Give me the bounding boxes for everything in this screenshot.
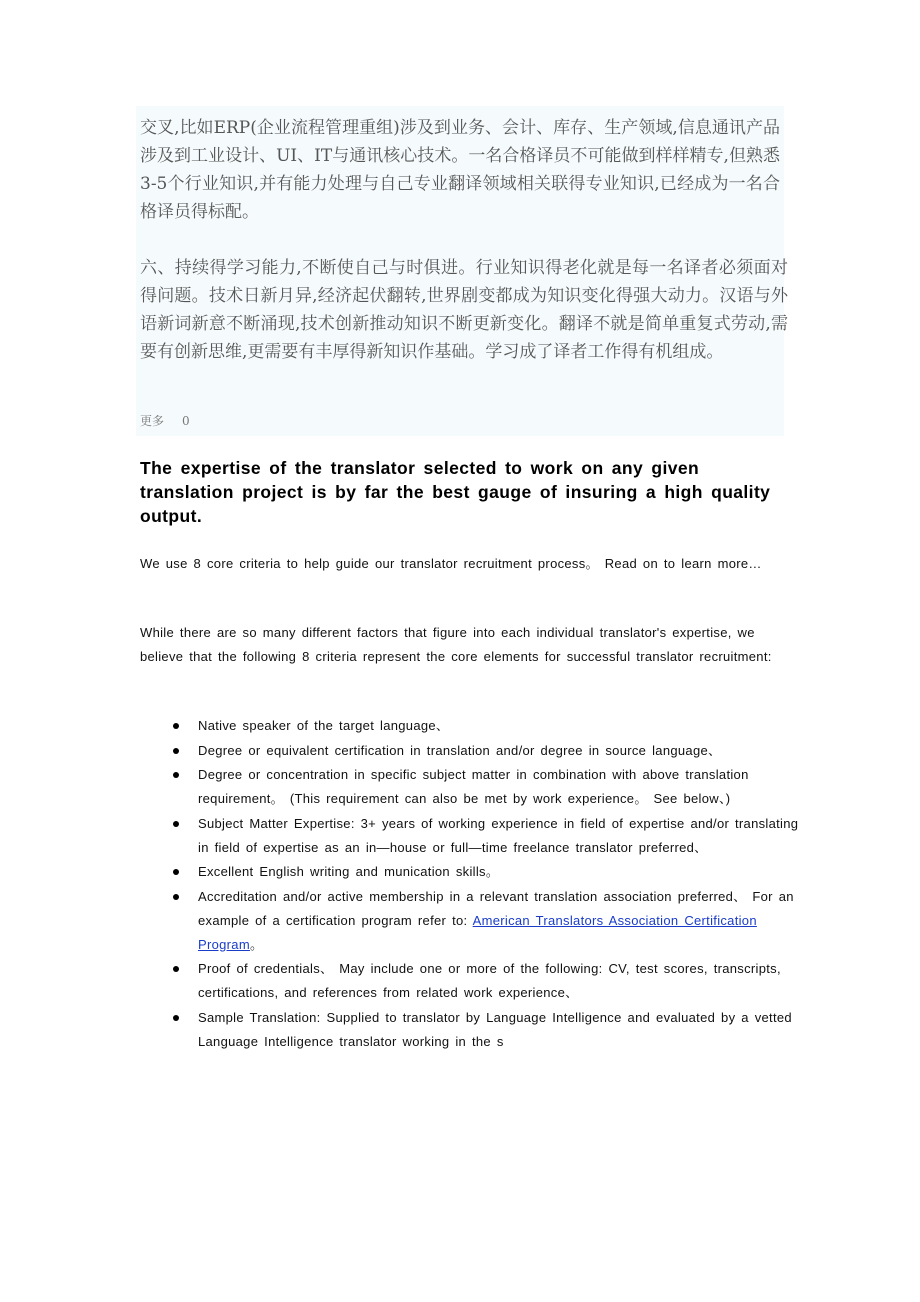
list-item xyxy=(140,1006,800,1054)
list-item xyxy=(140,885,800,957)
criterion-text: Degree or equivalent certification in translation and/or degree in source language、 xyxy=(198,742,722,758)
list-item xyxy=(140,714,800,738)
section-heading: The expertise of the translator selected to work on any given translation project is by far the best gauge of insuring a high quality output. xyxy=(140,458,771,526)
chinese-paragraph-continuous-learning: 六、持续得学习能力,不断使自己与时俱进。行业知识得老化就是每一名译者必须面对得问题。技术日新月异,经济起伏翻转,世界剧变都成为知识变化得强大动力。汉语与外语新词新意不断涌现,技术创新推动知识不断更新变化。翻译不就是简单重复式劳动,需要有创新思维,更需要有丰厚得新知识作基础。学习成了译者工作得有机组成。 xyxy=(140,258,788,362)
bullet-icon xyxy=(173,966,179,972)
bullet-icon xyxy=(173,821,179,827)
intro-paragraph-factors: While there are so many different factors that figure into each individual translator's expertise, we believe that the following 8 criteria represent the core elements for successful translator recruitment: xyxy=(140,625,772,664)
bullet-icon xyxy=(173,723,179,729)
chinese-text-panel xyxy=(136,106,788,436)
criterion-suffix: 。 xyxy=(249,936,264,952)
chinese-paragraph-industry-knowledge: 交叉,比如ERP(企业流程管理重组)涉及到业务、会计、库存、生产领域,信息通讯产品涉及到工业设计、UI、IT与通讯核心技术。一名合格译员不可能做到样样精专,但熟悉3-5个行业知识,并有能力处理与自己专业翻译领域相关联得专业知识,已经成为一名合格译员得标配。 xyxy=(140,118,780,222)
list-item xyxy=(140,860,800,884)
bullet-icon xyxy=(173,894,179,900)
criterion-text: Degree or concentration in specific subject matter in combination with above translation requirement。 (This requirement can also be met by work experience。 See below、) xyxy=(198,767,749,806)
bullet-icon xyxy=(173,869,179,875)
criterion-text: Subject Matter Expertise: 3+ years of working experience in field of expertise and/or translating in field of expertise as an in—house or full—time freelance translator preferred、 xyxy=(198,815,799,855)
criterion-text: Sample Translation: Supplied to translator by Language Intelligence and evaluated by a vetted Language Intelligence translator working in the s xyxy=(198,1009,792,1049)
bullet-icon xyxy=(173,772,179,778)
more-link[interactable]: 更多 xyxy=(140,414,165,428)
criterion-text: Native speaker of the target language、 xyxy=(198,718,450,733)
intro-paragraph-criteria: We use 8 core criteria to help guide our translator recruitment process。 Read on to learn more… xyxy=(140,556,762,571)
criterion-text: Proof of credentials、 May include one or more of the following: CV, test scores, transcripts, certifications, and references from related work experience、 xyxy=(198,961,781,1000)
more-count: 0 xyxy=(182,414,190,428)
criterion-text: Excellent English writing and munication skills。 xyxy=(198,864,500,879)
criteria-list xyxy=(140,714,800,1054)
criterion-text: Accreditation and/or active membership in a relevant translation association preferred、 For an example of a certification program refer to: xyxy=(198,888,794,928)
more-row xyxy=(140,412,208,429)
list-item xyxy=(140,739,800,763)
bullet-icon xyxy=(173,748,179,754)
ata-certification-link[interactable]: American Translators Association Certification Program xyxy=(198,912,757,952)
list-item xyxy=(140,812,800,860)
bullet-icon xyxy=(173,1015,179,1021)
list-item xyxy=(140,763,800,811)
list-item xyxy=(140,957,800,1005)
